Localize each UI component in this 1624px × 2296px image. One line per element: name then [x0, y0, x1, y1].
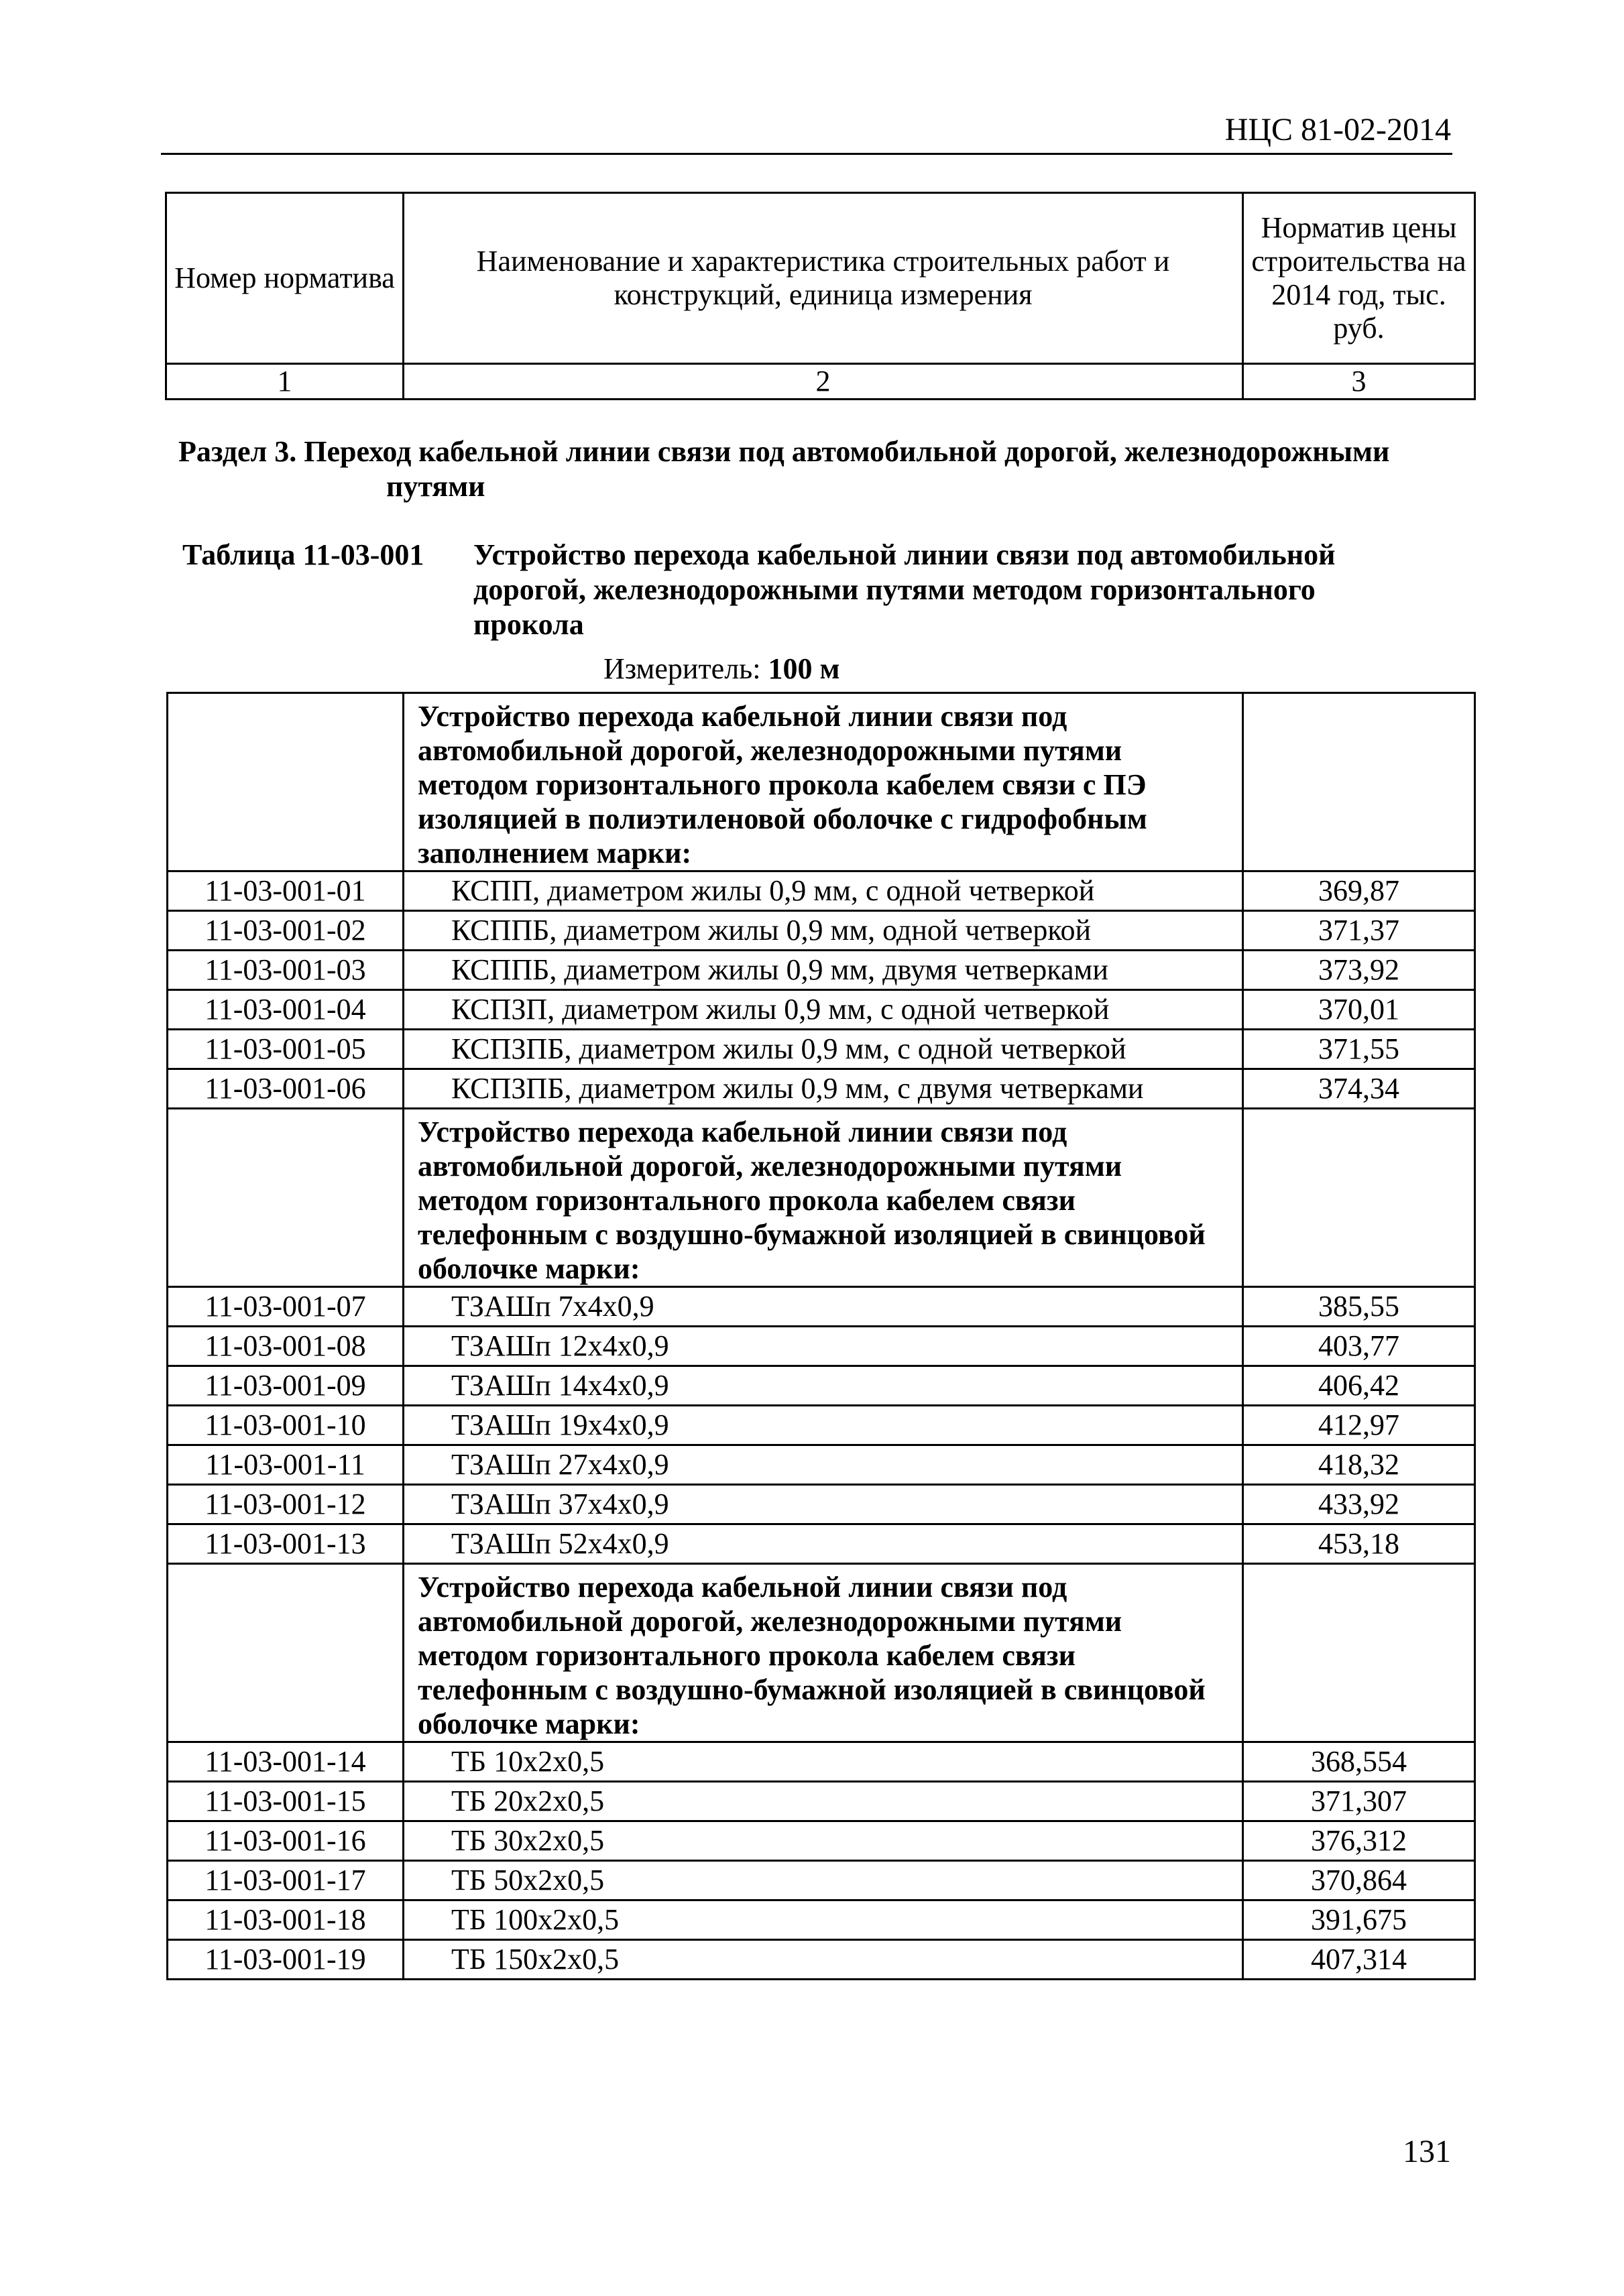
- norm-code: 11-03-001-04: [168, 990, 404, 1030]
- group-value-cell: [1243, 693, 1475, 871]
- norm-name: ТЗАШп 37х4х0,9: [404, 1485, 1243, 1524]
- norm-price: 374,34: [1243, 1069, 1475, 1109]
- norm-name: КСППБ, диаметром жилы 0,9 мм, одной четверкой: [404, 911, 1243, 951]
- norm-code: 11-03-001-03: [168, 951, 404, 990]
- group-title: Устройство перехода кабельной линии связи под автомобильной дорогой, железнодорожными путями методом горизонтального прокола кабелем связи с ПЭ изоляцией в полиэтиленовой оболочке с гидрофобным заполнением марки:: [404, 693, 1243, 871]
- measure-value: 100 м: [768, 652, 840, 685]
- table-row: [168, 1030, 1475, 1069]
- norm-code: 11-03-001-08: [168, 1327, 404, 1366]
- table-label: Таблица 11-03-001: [182, 538, 424, 571]
- norm-price: 370,01: [1243, 990, 1475, 1030]
- norm-name: ТЗАШп 14х4х0,9: [404, 1366, 1243, 1406]
- norm-name: ТБ 30х2х0,5: [404, 1821, 1243, 1861]
- table-title: Устройство перехода кабельной линии связи под автомобильной дорогой, железнодорожными путями методом горизонтального прокола: [473, 538, 1336, 641]
- header-rule: [161, 153, 1452, 155]
- group-title: Устройство перехода кабельной линии связи под автомобильной дорогой, железнодорожными путями методом горизонтального прокола кабелем связи телефонным с воздушно-бумажной изоляцией в свинцовой оболочке марки:: [404, 1564, 1243, 1742]
- norm-code: 11-03-001-17: [168, 1861, 404, 1900]
- norm-name: ТБ 50х2х0,5: [404, 1861, 1243, 1900]
- norm-name: ТЗАШп 12х4х0,9: [404, 1327, 1243, 1366]
- column-number-3: 3: [1243, 364, 1475, 400]
- column-header-price: Норматив цены строительства на 2014 год, тыс. руб.: [1243, 193, 1475, 364]
- section-title: [178, 434, 1472, 504]
- norm-price: 371,307: [1243, 1782, 1475, 1821]
- norm-price: 371,55: [1243, 1030, 1475, 1069]
- norm-name: КСПЗПБ, диаметром жилы 0,9 мм, с одной четверкой: [404, 1030, 1243, 1069]
- group-title: Устройство перехода кабельной линии связи под автомобильной дорогой, железнодорожными путями методом горизонтального прокола кабелем связи телефонным с воздушно-бумажной изоляцией в свинцовой оболочке марки:: [404, 1109, 1243, 1287]
- norm-code: 11-03-001-05: [168, 1030, 404, 1069]
- norm-price: 407,314: [1243, 1940, 1475, 1980]
- norm-code: 11-03-001-02: [168, 911, 404, 951]
- norm-name: ТЗАШп 19х4х0,9: [404, 1406, 1243, 1445]
- table-row: [168, 1485, 1475, 1524]
- table-row: [168, 1366, 1475, 1406]
- norm-price: 385,55: [1243, 1287, 1475, 1327]
- norm-price: 418,32: [1243, 1445, 1475, 1485]
- norm-price: 369,87: [1243, 871, 1475, 911]
- measure-label: Измеритель:: [603, 652, 761, 685]
- table-row: [168, 1327, 1475, 1366]
- table-row: [168, 911, 1475, 951]
- norm-price: 370,864: [1243, 1861, 1475, 1900]
- norm-price: 453,18: [1243, 1524, 1475, 1564]
- table-row: [168, 1524, 1475, 1564]
- group-code-cell: [168, 693, 404, 871]
- table-row: [168, 1445, 1475, 1485]
- norm-code: 11-03-001-11: [168, 1445, 404, 1485]
- group-header-row: [168, 1109, 1475, 1287]
- group-code-cell: [168, 1109, 404, 1287]
- norm-code: 11-03-001-10: [168, 1406, 404, 1445]
- document-code: НЦС 81-02-2014: [1224, 112, 1451, 147]
- norm-price: 403,77: [1243, 1327, 1475, 1366]
- norm-name: ТБ 10х2х0,5: [404, 1742, 1243, 1782]
- norm-code: 11-03-001-07: [168, 1287, 404, 1327]
- norm-name: КСПП, диаметром жилы 0,9 мм, с одной четверкой: [404, 871, 1243, 911]
- group-code-cell: [168, 1564, 404, 1742]
- norm-price: 368,554: [1243, 1742, 1475, 1782]
- table-row: [168, 990, 1475, 1030]
- norm-name: КСПЗПБ, диаметром жилы 0,9 мм, с двумя четверками: [404, 1069, 1243, 1109]
- table-row: [168, 1287, 1475, 1327]
- norm-price: 373,92: [1243, 951, 1475, 990]
- column-header-number: Номер норматива: [166, 193, 404, 364]
- norm-code: 11-03-001-09: [168, 1366, 404, 1406]
- table-row: [168, 1861, 1475, 1900]
- table-row: [168, 1821, 1475, 1861]
- norm-name: КСППБ, диаметром жилы 0,9 мм, двумя четверками: [404, 951, 1243, 990]
- table-row: [168, 871, 1475, 911]
- column-header-name: Наименование и характеристика строительных работ и конструкций, единица измерения: [404, 193, 1243, 364]
- norm-code: 11-03-001-06: [168, 1069, 404, 1109]
- section-title-line-2: путями: [386, 470, 485, 503]
- norm-code: 11-03-001-14: [168, 1742, 404, 1782]
- norm-price: 406,42: [1243, 1366, 1475, 1406]
- norm-price: 371,37: [1243, 911, 1475, 951]
- group-value-cell: [1243, 1564, 1475, 1742]
- norm-price: 433,92: [1243, 1485, 1475, 1524]
- group-header-row: [168, 693, 1475, 871]
- table-row: [168, 1782, 1475, 1821]
- column-number-2: 2: [404, 364, 1243, 400]
- norm-code: 11-03-001-12: [168, 1485, 404, 1524]
- norms-table-body: [168, 693, 1475, 1980]
- table-row: [168, 1406, 1475, 1445]
- norms-table: [166, 692, 1476, 1980]
- table-row: [168, 1900, 1475, 1940]
- norm-code: 11-03-001-18: [168, 1900, 404, 1940]
- norm-price: 376,312: [1243, 1821, 1475, 1861]
- norm-price: 412,97: [1243, 1406, 1475, 1445]
- table-row: [168, 1940, 1475, 1980]
- norm-code: 11-03-001-01: [168, 871, 404, 911]
- measure-unit: [603, 652, 839, 686]
- table-row: [168, 1742, 1475, 1782]
- table-row: [168, 951, 1475, 990]
- norm-name: ТБ 150х2х0,5: [404, 1940, 1243, 1980]
- norm-name: ТЗАШп 7х4х0,9: [404, 1287, 1243, 1327]
- norm-name: ТЗАШп 52х4х0,9: [404, 1524, 1243, 1564]
- group-value-cell: [1243, 1109, 1475, 1287]
- page-number: 131: [1403, 2134, 1451, 2169]
- group-header-row: [168, 1564, 1475, 1742]
- norm-code: 11-03-001-19: [168, 1940, 404, 1980]
- column-header-table: [165, 192, 1476, 400]
- norm-name: КСПЗП, диаметром жилы 0,9 мм, с одной четверкой: [404, 990, 1243, 1030]
- norm-price: 391,675: [1243, 1900, 1475, 1940]
- section-title-line-1: Раздел 3. Переход кабельной линии связи под автомобильной дорогой, железнодорожными: [178, 435, 1390, 468]
- table-row: [168, 1069, 1475, 1109]
- norm-name: ТЗАШп 27х4х0,9: [404, 1445, 1243, 1485]
- norm-name: ТБ 100х2х0,5: [404, 1900, 1243, 1940]
- norm-code: 11-03-001-13: [168, 1524, 404, 1564]
- norm-code: 11-03-001-16: [168, 1821, 404, 1861]
- norm-name: ТБ 20х2х0,5: [404, 1782, 1243, 1821]
- column-number-1: 1: [166, 364, 404, 400]
- norm-code: 11-03-001-15: [168, 1782, 404, 1821]
